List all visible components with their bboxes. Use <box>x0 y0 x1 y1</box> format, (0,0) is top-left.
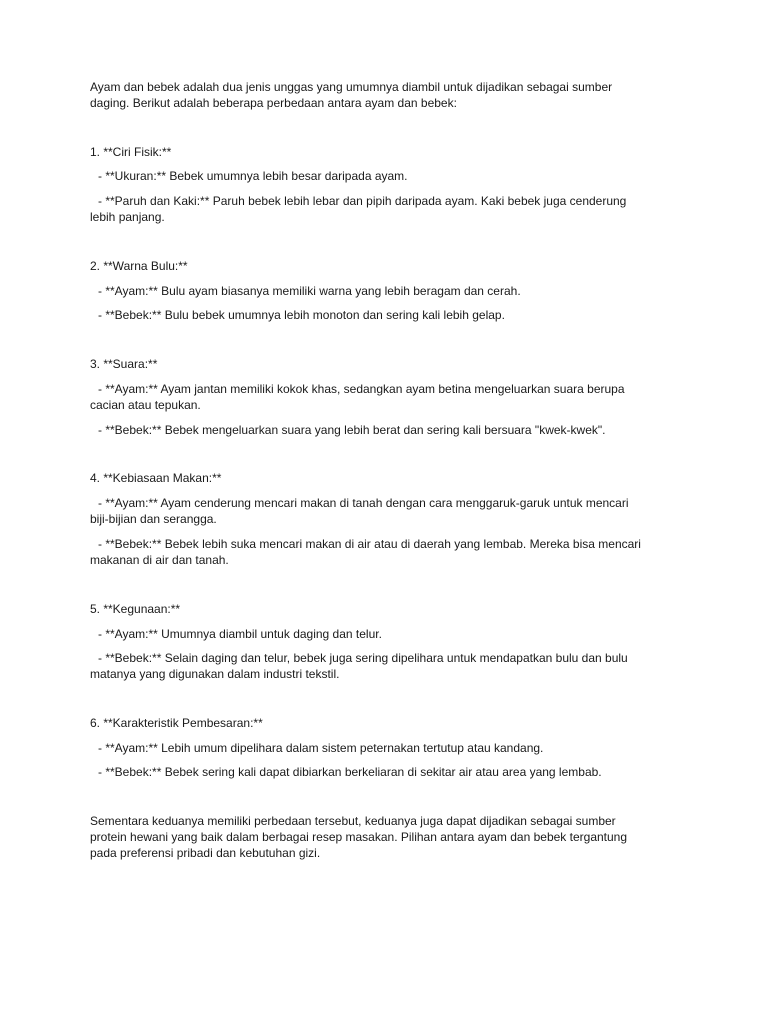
section-heading-2: 2. **Warna Bulu:** <box>90 259 188 273</box>
section-6-item-2 <box>90 764 698 780</box>
section-2-item-2 <box>90 307 698 323</box>
item-line: - **Bebek:** Bebek lebih suka mencari makan di air atau di daerah yang lembab. Mereka bisa mencari <box>98 537 641 551</box>
item-line: - **Ayam:** Ayam cenderung mencari makan di tanah dengan cara menggaruk-garuk untuk mencari <box>98 496 629 510</box>
section-3-item-2 <box>90 422 698 438</box>
section-1-item-2 <box>90 193 690 225</box>
item-line-cont: matanya yang digunakan dalam industri tekstil. <box>90 667 340 681</box>
item-line: - **Paruh dan Kaki:** Paruh bebek lebih lebar dan pipih daripada ayam. Kaki bebek juga cenderung <box>98 194 627 208</box>
item-line: - **Ayam:** Bulu ayam biasanya memiliki warna yang lebih beragam dan cerah. <box>98 284 521 298</box>
section-heading-1: 1. **Ciri Fisik:** <box>90 145 172 159</box>
item-line: - **Bebek:** Bebek mengeluarkan suara yang lebih berat dan sering kali bersuara "kwek-kwek". <box>98 423 606 437</box>
section-heading-4: 4. **Kebiasaan Makan:** <box>90 471 222 485</box>
conclusion-paragraph <box>90 813 690 861</box>
intro-line-1: Ayam dan bebek adalah dua jenis unggas yang umumnya diambil untuk dijadikan sebagai sumber <box>90 80 613 94</box>
conclusion-line-1: Sementara keduanya memiliki perbedaan tersebut, keduanya juga dapat dijadikan sebagai sumber <box>90 814 616 828</box>
conclusion-line-2: protein hewani yang baik dalam berbagai resep masakan. Pilihan antara ayam dan bebek tergantung <box>90 830 628 844</box>
item-line-cont: lebih panjang. <box>90 210 165 224</box>
section-heading-6: 6. **Karakteristik Pembesaran:** <box>90 716 263 730</box>
item-line: - **Ayam:** Lebih umum dipelihara dalam sistem peternakan tertutup atau kandang. <box>98 741 544 755</box>
intro-line-2: daging. Berikut adalah beberapa perbedaan antara ayam dan bebek: <box>90 96 457 110</box>
section-heading-3: 3. **Suara:** <box>90 357 158 371</box>
item-line-cont: makanan di air dan tanah. <box>90 553 229 567</box>
item-line-cont: cacian atau tepukan. <box>90 398 201 412</box>
item-line: - **Ukuran:** Bebek umumnya lebih besar daripada ayam. <box>98 169 408 183</box>
section-4-item-2 <box>90 536 690 568</box>
item-line: - **Ayam:** Ayam jantan memiliki kokok khas, sedangkan ayam betina mengeluarkan suara berupa <box>98 382 625 396</box>
section-2-item-1 <box>90 283 698 299</box>
conclusion-line-3: pada preferensi pribadi dan kebutuhan gizi. <box>90 846 321 860</box>
item-line-cont: biji-bijian dan serangga. <box>90 512 217 526</box>
section-5-item-1 <box>90 626 698 642</box>
item-line: - **Bebek:** Bebek sering kali dapat dibiarkan berkeliaran di sekitar air atau area yang lembab. <box>98 765 602 779</box>
section-3-item-1 <box>90 381 690 413</box>
section-heading-5: 5. **Kegunaan:** <box>90 602 181 616</box>
item-line: - **Bebek:** Selain daging dan telur, bebek juga sering dipelihara untuk mendapatkan bulu dan bulu <box>98 651 628 665</box>
section-1-item-1 <box>90 168 698 184</box>
section-4-item-1 <box>90 495 690 527</box>
section-5-item-2 <box>90 650 690 682</box>
item-line: - **Bebek:** Bulu bebek umumnya lebih monoton dan sering kali lebih gelap. <box>98 308 505 322</box>
intro-paragraph <box>90 79 690 111</box>
item-line: - **Ayam:** Umumnya diambil untuk daging dan telur. <box>98 627 382 641</box>
section-6-item-1 <box>90 740 698 756</box>
